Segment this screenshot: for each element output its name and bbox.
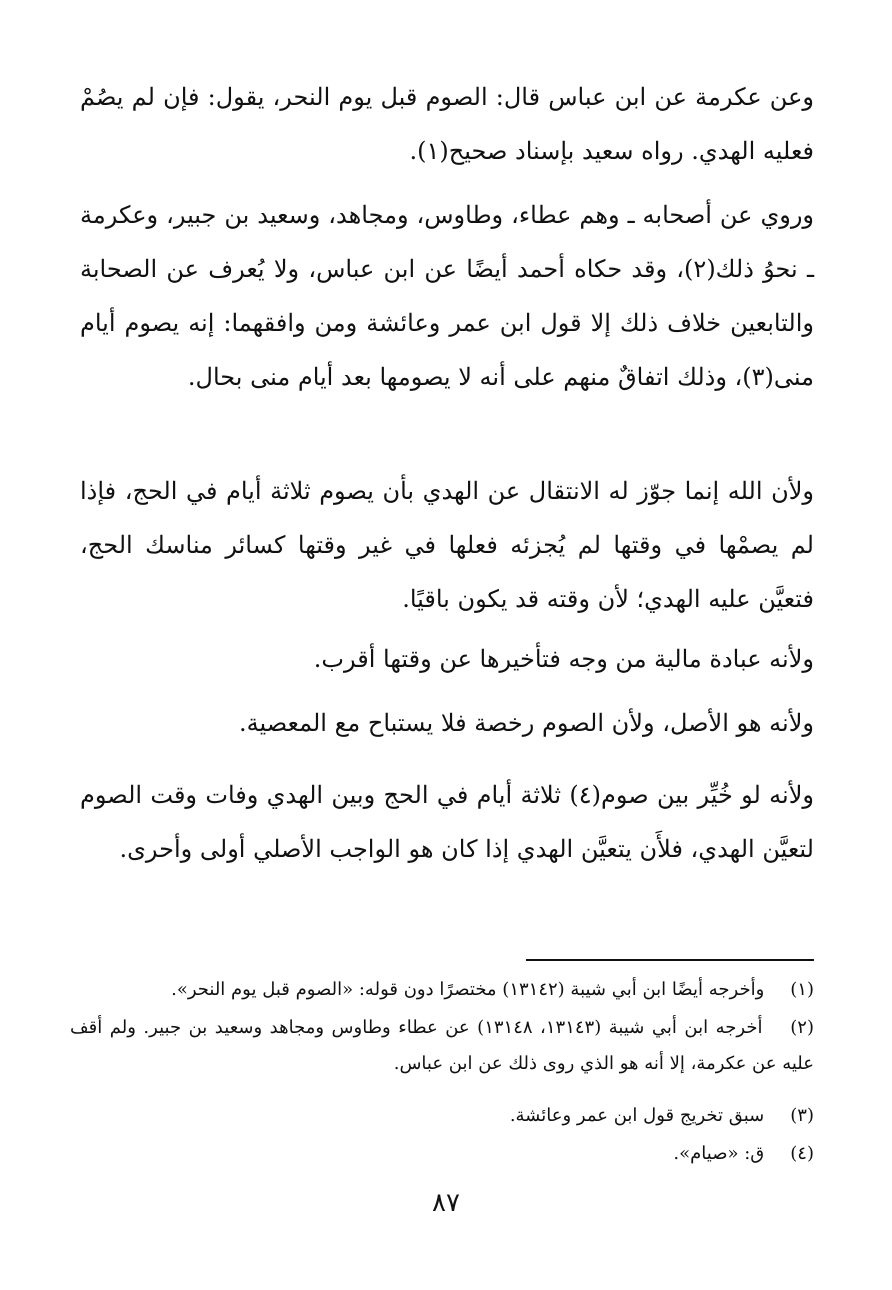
footnote-text: ق: «صيام». [673,1143,765,1164]
footnote-text: سبق تخريج قول ابن عمر وعائشة. [509,1105,765,1126]
paragraph-6: ولأنه لو خُيِّر بين صوم(٤) ثلاثة أيام في الحج وبين الهدي وفات وقت الصوم لتعيَّن الهدي، فلأَن يتعيَّن الهدي إذا كان هو الواجب الأصلي أولى وأحرى. [80,781,815,863]
paragraph-1: وعن عكرمة عن ابن عباس قال: الصوم قبل يوم النحر، يقول: فإن لم يصُمْ فعليه الهدي. رواه سعيد بإسناد صحيح(١). [80,83,814,165]
footnote-number: (١) [790,979,814,1000]
paragraph-5: ولأنه هو الأصل، ولأن الصوم رخصة فلا يستباح مع المعصية. [238,709,814,737]
footnote-4 [70,1136,814,1172]
footnote-3 [70,1098,814,1134]
footnote-number: (٢) [790,1017,814,1038]
footnote-text: أخرجه ابن أبي شيبة (١٣١٤٣، ١٣١٤٨) عن عطاء وطاوس ومجاهد وسعيد بن جبير. ولم أقف عليه عن عكرمة، إلا أنه هو الذي روى ذلك عن ابن عباس. [70,1017,814,1074]
page-number: ٨٧ [432,1188,460,1218]
paragraph-3: ولأن الله إنما جوّز له الانتقال عن الهدي بأن يصوم ثلاثة أيام في الحج، فإذا لم يصمْها في وقتها لم يُجزئه فعلها في غير وقتها كسائر مناسك الحج، فتعيَّن عليه الهدي؛ لأن وقته قد يكون باقيًا. [80,477,814,613]
footnote-number: (٤) [790,1143,814,1164]
paragraph-2: وروي عن أصحابه ـ وهم عطاء، وطاوس، ومجاهد، وسعيد بن جبير، وعكرمة ـ نحوُ ذلك(٢)، وقد حكاه أحمد أيضًا عن ابن عباس، ولا يُعرف عن الصحابة والتابعين خلاف ذلك إلا قول ابن عمر وعائشة ومن وافقهما: إنه يصوم أيام منى(٣)، وذلك اتفاقٌ منهم على أنه لا يصومها بعد أيام منى بحال. [80,201,815,391]
paragraph-4: ولأنه عبادة مالية من وجه فتأخيرها عن وقتها أقرب. [313,645,814,673]
footnote-text: وأخرجه أيضًا ابن أبي شيبة (١٣١٤٢) مختصرًا دون قوله: «الصوم قبل يوم النحر». [171,979,765,1000]
footnote-1 [70,972,814,1008]
footnote-number: (٣) [790,1105,814,1126]
footnote-separator [526,959,814,961]
footnote-2 [70,1010,814,1082]
